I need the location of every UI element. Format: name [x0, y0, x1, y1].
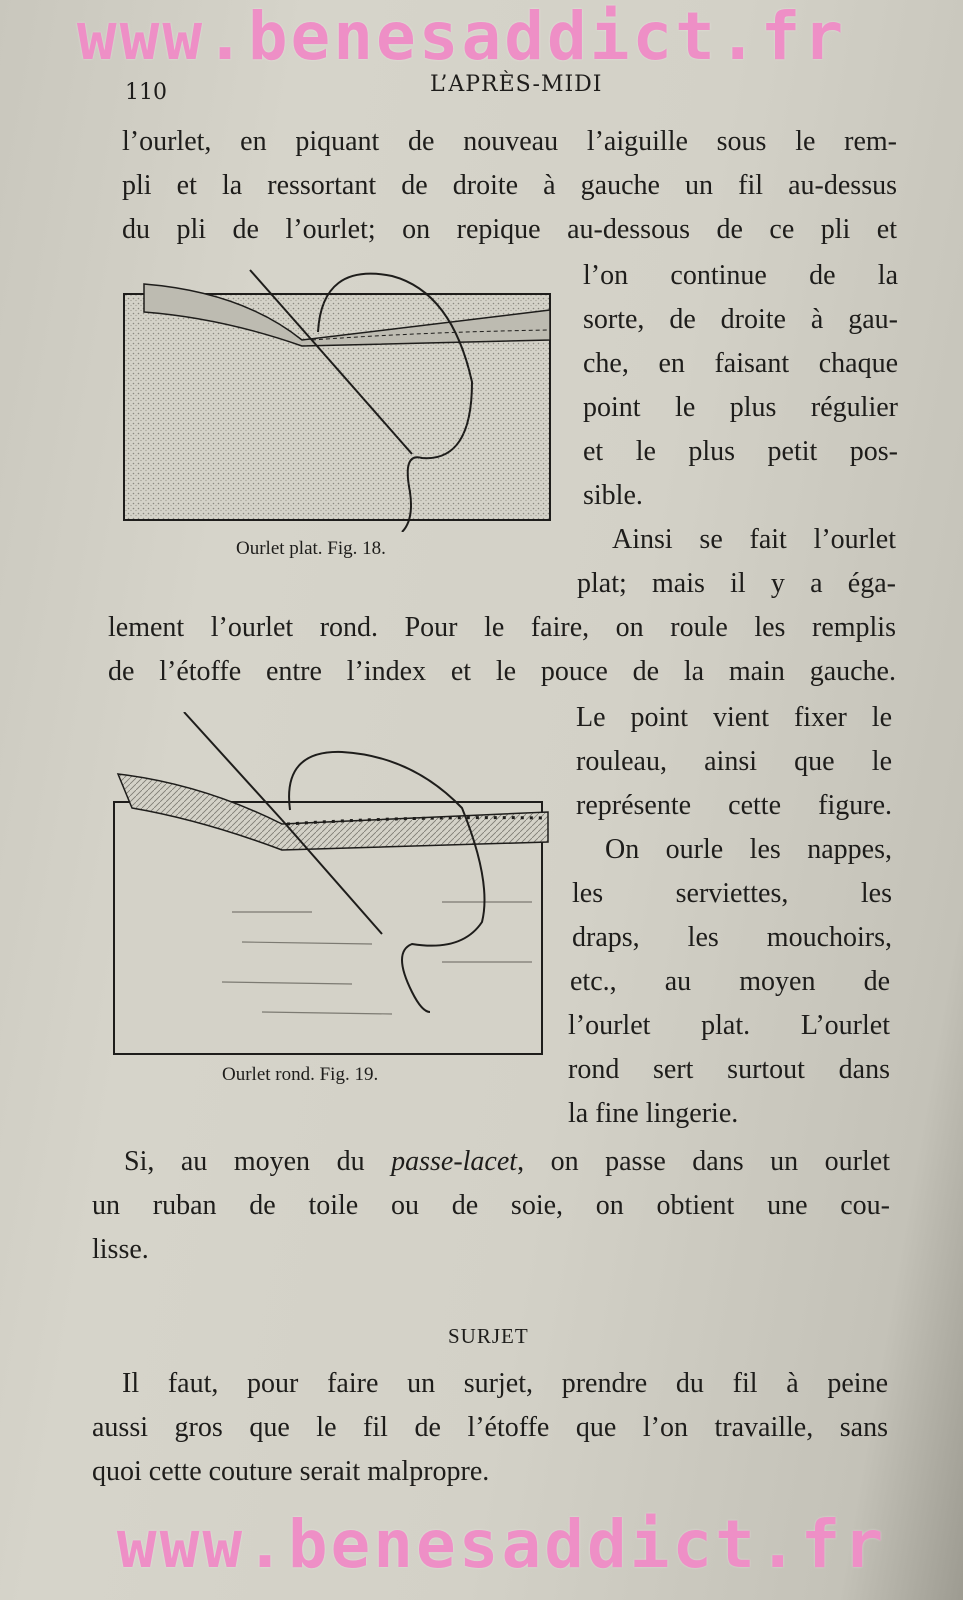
text-line	[124, 1148, 890, 1176]
page-number: 110	[125, 80, 167, 105]
text-line: un ruban de toile ou de soie, on obtient une cou-	[92, 1190, 890, 1221]
text-line: plat; mais il y a éga-	[577, 568, 896, 599]
text-line: On ourle les nappes,	[605, 834, 892, 865]
text-line: sible.	[583, 480, 643, 511]
text-line: l’ourlet plat. L’ourlet	[568, 1010, 890, 1041]
text-line: l’ourlet, en piquant de nouveau l’aiguille sous le rem-	[122, 126, 897, 157]
text-line: Le point vient fixer le	[576, 702, 892, 733]
text-line: quoi cette couture serait malpropre.	[92, 1456, 490, 1487]
text-line: représente cette figure.	[576, 790, 892, 821]
text-line: de l’étoffe entre l’index et le pouce de la main gauche.	[108, 656, 896, 687]
text-line: du pli de l’ourlet; on repique au-dessous de ce pli et	[122, 214, 897, 245]
text-line: lisse.	[92, 1234, 149, 1265]
text-line: la fine lingerie.	[568, 1098, 739, 1129]
text-line: les serviettes, les	[572, 878, 892, 909]
italic-term: passe-lacet	[391, 1146, 518, 1177]
figure-19-illustration	[112, 712, 560, 1064]
text-line: et le plus petit pos-	[583, 436, 898, 467]
text-line: aussi gros que le fil de l’étoffe que l’on travaille, sans	[92, 1412, 888, 1443]
text-line: rouleau, ainsi que le	[576, 746, 892, 777]
text-line: l’on continue de la	[583, 260, 898, 291]
text-line: che, en faisant chaque	[583, 348, 898, 379]
text-line: rond sert surtout dans	[568, 1054, 890, 1085]
figure-18-caption: Ourlet plat. Fig. 18.	[236, 538, 386, 559]
watermark-top: www.benesaddict.fr	[76, 0, 847, 75]
text-span: , on passe dans un ourlet	[517, 1146, 890, 1177]
figure-18-illustration	[122, 262, 562, 532]
text-span: Si, au moyen du	[124, 1146, 392, 1177]
text-line: point le plus régulier	[583, 392, 898, 423]
text-line: sorte, de droite à gau-	[583, 304, 898, 335]
text-line: pli et la ressortant de droite à gauche un fil au-dessus	[122, 170, 897, 201]
watermark-bottom: www.benesaddict.fr	[116, 1506, 887, 1583]
section-title: SURJET	[448, 1324, 529, 1348]
text-line: Il faut, pour faire un surjet, prendre du fil à peine	[122, 1368, 888, 1399]
figure-19-caption: Ourlet rond. Fig. 19.	[222, 1064, 379, 1085]
text-line: lement l’ourlet rond. Pour le faire, on roule les remplis	[108, 612, 896, 643]
running-title: L’APRÈS-MIDI	[430, 72, 603, 97]
text-line: draps, les mouchoirs,	[572, 922, 892, 953]
text-line: Ainsi se fait l’ourlet	[612, 524, 896, 555]
text-line: etc., au moyen de	[570, 966, 890, 997]
